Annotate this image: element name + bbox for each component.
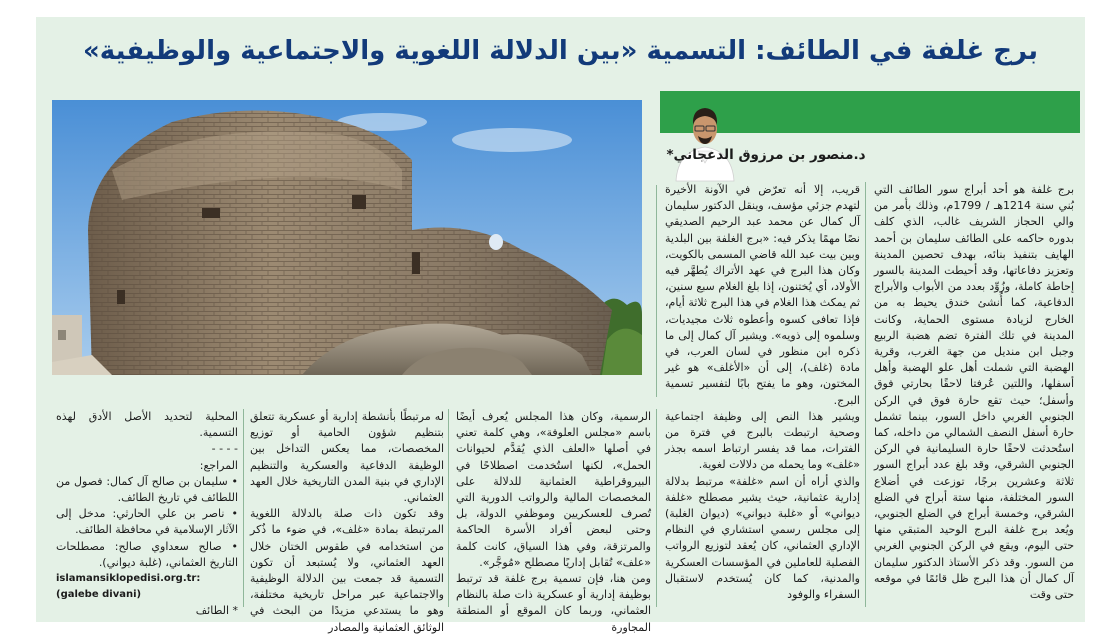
paragraph: الرسمية، وكان هذا المجلس يُعرف أيضًا باسم «مجلس العلوفة»، وهي كلمة تعني في أصلها «العلف الذي يُقدَّم لحيوانات الحمل»، لكنها استُخدمت اصطلاحًا في البيروقراطية العثمانية للدلالة على المخصصات المالية والرواتب الدورية التي تُصرف للعسكريين وموظفي الدولة، بل وحتى لبعض أفراد الأسرة الحاكمة والمرتزقة، وفي هذا السياق، كانت كلمة «علف» تُقابل إداريًا مصطلح «مُوجَّر». — [456, 410, 651, 569]
paragraph: المحلية لتحديد الأصل الأدق لهذه التسمية. — [56, 410, 238, 440]
article-column-4 — [250, 409, 444, 634]
article-headline: برج غلفة في الطائف: التسمية «بين الدلالة اللغوية والاجتماعية والوظيفية» — [83, 36, 1038, 66]
reference-item: • سليمان بن صالح آل كمال: فصول من اللطائف في تاريخ الطائف. — [56, 474, 238, 505]
column-rule — [243, 409, 244, 607]
ghalfa-tower-image — [52, 100, 642, 375]
author-box — [660, 91, 1080, 183]
paragraph: قريب، إلا أنه تعرّض في الآونة الأخيرة لتهدم جزئي مؤسف، وينقل الدكتور سليمان آل كمال عن محمد عبد الرحيم الصديقي نصًا مهمًا يذكر فيه: «برج الغلفة بين البلدية وبين بيت عبد الله قاضي المسمى بالكويت، وكان هذا البرج في عهد الأتراك يُطهَّر فيه الأولاد، أي يُختنون، إذا بلغ الغلام سبع سنين، ثم يمكث هذا الغلام في هذا البرج ثلاثة أيام، فإذا تعافى كسوه وأعطوه ثلاث مجيديات، وسلموه إلى ذويه». ويشير آل كمال إلى ما ذكره ابن منظور في لسان العرب، في مادة (غلف)، إلى أن «الأغلف» هو غير المختون، وهو ما يفتح بابًا لتفسير تسمية البرج. — [665, 183, 860, 407]
column-rule — [656, 409, 657, 607]
reference-item: • صالح سعداوي صالح: مصطلحات التاريخ العثماني، (غلبة ديواني). — [56, 539, 238, 569]
author-photo — [674, 89, 736, 181]
paragraph: ويشير هذا النص إلى وظيفة اجتماعية وصحية ارتبطت بالبرج في فترة من الفترات، مما قد يفسر ارتباط اسمه بجذر «غلف» وما يحمله من دلالات لغوية. — [665, 409, 860, 472]
article-column-3 — [456, 409, 651, 634]
reference-url: islamansiklopedisi.org.tr: (galebe divani) — [56, 573, 201, 601]
tower-photo — [52, 100, 642, 375]
column-rule — [656, 185, 657, 397]
column-rule — [865, 182, 866, 607]
column-rule — [448, 409, 449, 607]
article-column-5 — [56, 409, 238, 618]
separator: - - - - — [211, 442, 238, 456]
article-column-2 — [665, 182, 860, 607]
author-portrait-icon — [674, 89, 736, 181]
paragraph: له مرتبطًا بأنشطة إدارية أو عسكرية تتعلق بتنظيم شؤون الحامية أو توزيع المخصصات، مما يعكس التداخل بين الوظيفة الدفاعية والعسكرية والتنظيم الإداري في بنية المدن التاريخية خلال العهد العثماني. — [250, 410, 444, 505]
reference-item: • ناصر بن علي الحارثي: مدخل إلى الآثار الإسلامية في محافظة الطائف. — [56, 507, 238, 537]
paragraph: وقد تكون ذات صلة بالدلالة اللغوية المرتبطة بمادة «غلف»، في ضوء ما ذُكر من استخدامه في طقوس الختان خلال العهد العثماني، ولا يُستبعد أن تكون التسمية قد جمعت بين الدلالة الوظيفية والاجتماعية عبر مراحل تاريخية مختلفة، وهو ما يستدعي مزيدًا من البحث في الوثائق العثمانية والمصادر — [250, 507, 444, 634]
paragraph: برج غلفة هو أحد أبراج سور الطائف التي بُني سنة 1214هـ / 1799م، وذلك بأمر من والي الحجاز الشريف غالب، الذي كلف بدوره حاكمه على الطائف سليمان بن أحمد الهايف بتنفيذ بنائه، بهدف تحصين المدينة وتعزيز دفاعاتها، وقد أحيطت المدينة بالسور إحاطة كاملة، وزُوِّد بعدد من الأبواب والأبراج الدفاعية، كما أُنشئ خندق يحيط به من الخارج لزيادة مستوى الحماية، وكانت المدينة في تلك الفترة تضم هضبة الربيع وجبل ابن منديل من جهة الغرب، وقرية الهضبة التي شملت أهل علو الهضبة وأهل أسفلها، واللتين عُرفتا لاحقًا بحارتي فوق وأسفل؛ حيث تقع حارة فوق في الركن الجنوبي الغربي داخل السور، بينما تشمل حارة أسفل النصف الشمالي من داخله، كما استُحدثت لاحقًا حارة السليمانية في الركن الجنوبي الشرقي، وقد بلغ عدد أبراج السور ثلاثة وعشرين برجًا، توزعت في أضلاع السور المختلفة، منها ستة أبراج في الضلع الشرقي، وخمسة أبراج في الضلع الجنوبي، ويُعد برج غلفة البرج الوحيد المتبقي منها حتى اليوم، ويقع في الركن الجنوبي الغربي من السور. وقد ذكر الأستاذ الدكتور سليمان آل كمال أن هذا البرج ظل قائمًا في موقعه حتى وقت — [874, 183, 1074, 602]
paragraph: والذي أراه أن اسم «غلفة» مرتبط بدلالة إدارية عثمانية، حيث يشير مصطلح «غلفة ديواني» أو «غلبة ديواني» (ديوان الغلبة) إلى مجلس رسمي استشاري في النظام الإداري العثماني، كان يُعقد لتوزيع الرواتب الفصلية للعاملين في المؤسسات العسكرية والمدنية، كما كان يُستخدم لاستقبال السفراء والوفود — [665, 474, 860, 602]
author-name: د.منصور بن مرزوق الدعجاني* — [666, 147, 866, 163]
references-title: المراجع: — [199, 458, 238, 472]
article-column-1 — [874, 182, 1074, 607]
newspaper-page — [36, 17, 1085, 634]
paragraph: ومن هنا، فإن تسمية برج غلفة قد ترتبط بوظيفة إدارية أو عسكرية ذات صلة بالنظام العثماني، وربما كان الموقع أو المنطقة المجاورة — [456, 572, 651, 634]
footnote: * الطائف — [195, 604, 238, 618]
